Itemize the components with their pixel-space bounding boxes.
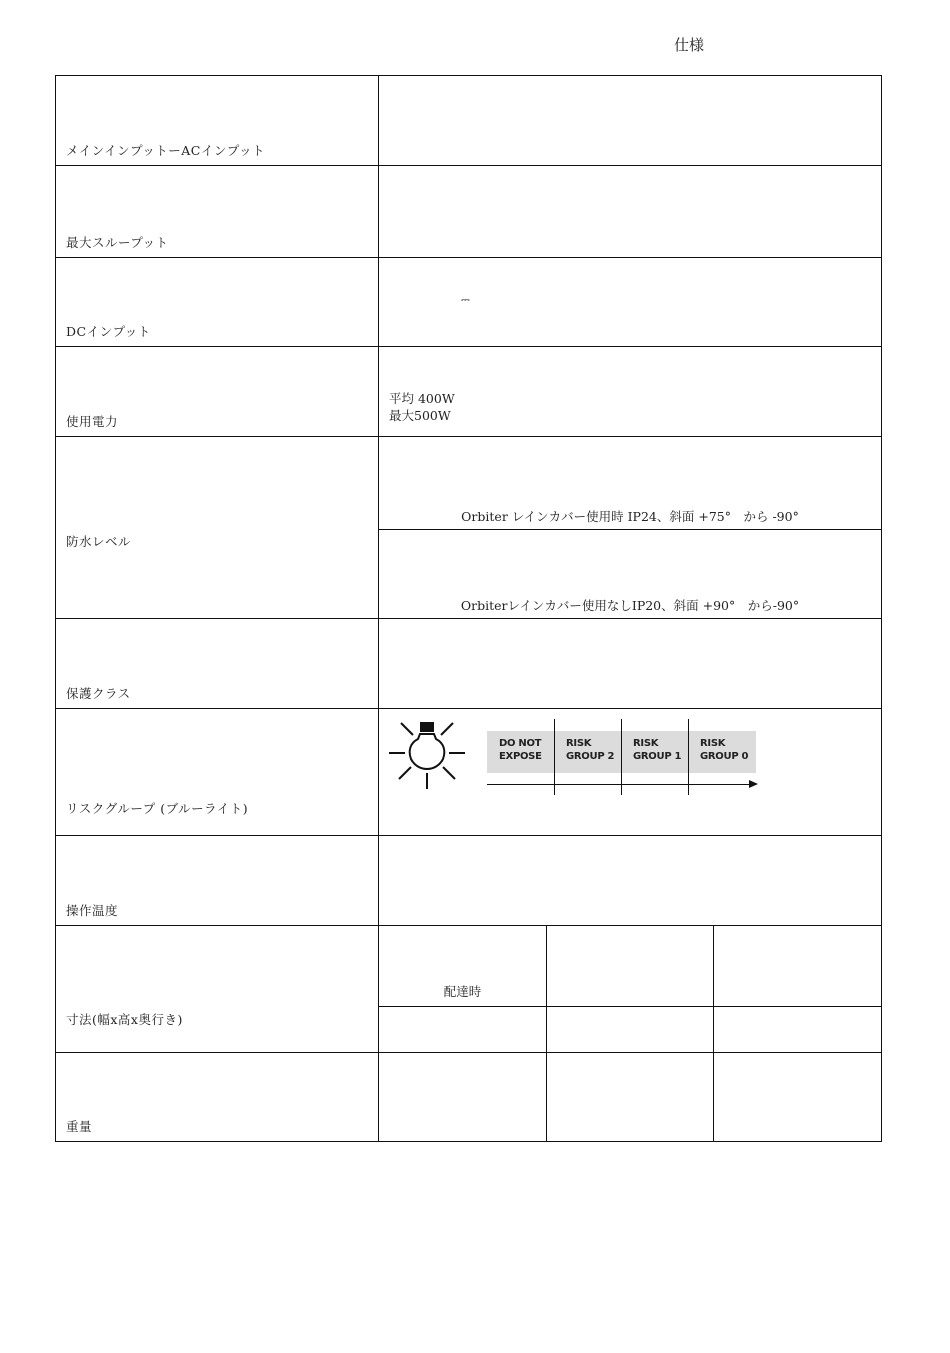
value-protection — [379, 619, 882, 709]
row-temperature — [56, 836, 882, 926]
value-temperature — [379, 836, 882, 926]
power-average: 平均 400W — [389, 391, 455, 406]
value-risk-group — [379, 709, 882, 836]
dim-cell — [547, 926, 714, 1007]
risk-cell-line1: RISK — [633, 738, 659, 749]
risk-cell-group-2 — [554, 731, 621, 773]
row-waterproof — [56, 437, 882, 530]
value-throughput — [379, 166, 882, 258]
risk-cell-line2: GROUP 0 — [700, 751, 749, 762]
weight-cell — [547, 1053, 714, 1142]
power-max: 最大500W — [389, 408, 451, 423]
value-ac-input — [379, 76, 882, 166]
label-temperature: 操作温度 — [56, 836, 379, 926]
label-throughput: 最大スループット — [56, 166, 379, 258]
light-bulb-icon — [387, 719, 467, 797]
risk-cell-line1: RISK — [566, 738, 592, 749]
value-dc-input — [379, 258, 882, 347]
label-waterproof: 防水レベル — [56, 437, 379, 619]
page-title: 仕様 — [674, 36, 705, 54]
risk-axis-line — [487, 784, 749, 785]
risk-cell-group-1 — [621, 731, 688, 773]
risk-cell-line1: DO NOT — [499, 738, 542, 749]
risk-cell-line2: EXPOSE — [499, 751, 542, 762]
dim-cell — [379, 1007, 547, 1053]
spec-table — [55, 75, 882, 1142]
risk-cell-do-not-expose — [487, 731, 554, 773]
dim-cell — [714, 1007, 882, 1053]
dim-cell — [714, 926, 882, 1007]
label-risk-group: リスクグループ (ブルーライト) — [56, 709, 379, 836]
row-power — [56, 347, 882, 437]
label-power: 使用電力 — [56, 347, 379, 437]
value-waterproof-nocover: Orbiterレインカバー使用なしIP20、斜面 +90° から-90° — [379, 530, 882, 619]
label-dimensions: 寸法(幅x高x奥行き) — [56, 926, 379, 1053]
dim-cell — [547, 1007, 714, 1053]
label-protection: 保護クラス — [56, 619, 379, 709]
dim-shipping-label: 配達時 — [379, 926, 547, 1007]
label-dc-input: DCインプット — [56, 258, 379, 347]
value-power — [379, 347, 882, 437]
weight-cell — [714, 1053, 882, 1142]
dc-symbol-icon: ⎓ — [461, 293, 470, 306]
risk-cell-group-0 — [688, 731, 756, 773]
risk-cell-line2: GROUP 2 — [566, 751, 615, 762]
weight-cell — [379, 1053, 547, 1142]
row-ac-input — [56, 76, 882, 166]
row-dimensions — [56, 926, 882, 1007]
row-throughput — [56, 166, 882, 258]
arrow-right-icon — [749, 780, 758, 788]
row-dc-input — [56, 258, 882, 347]
label-ac-input: メインインプットーACインプット — [56, 76, 379, 166]
risk-cell-line1: RISK — [700, 738, 726, 749]
row-risk-group — [56, 709, 882, 836]
label-weight: 重量 — [56, 1053, 379, 1142]
risk-cell-line2: GROUP 1 — [633, 751, 682, 762]
risk-group-scale — [487, 719, 759, 799]
row-protection — [56, 619, 882, 709]
row-weight — [56, 1053, 882, 1142]
value-waterproof-cover: Orbiter レインカバー使用時 IP24、斜面 +75° から -90° — [379, 437, 882, 530]
